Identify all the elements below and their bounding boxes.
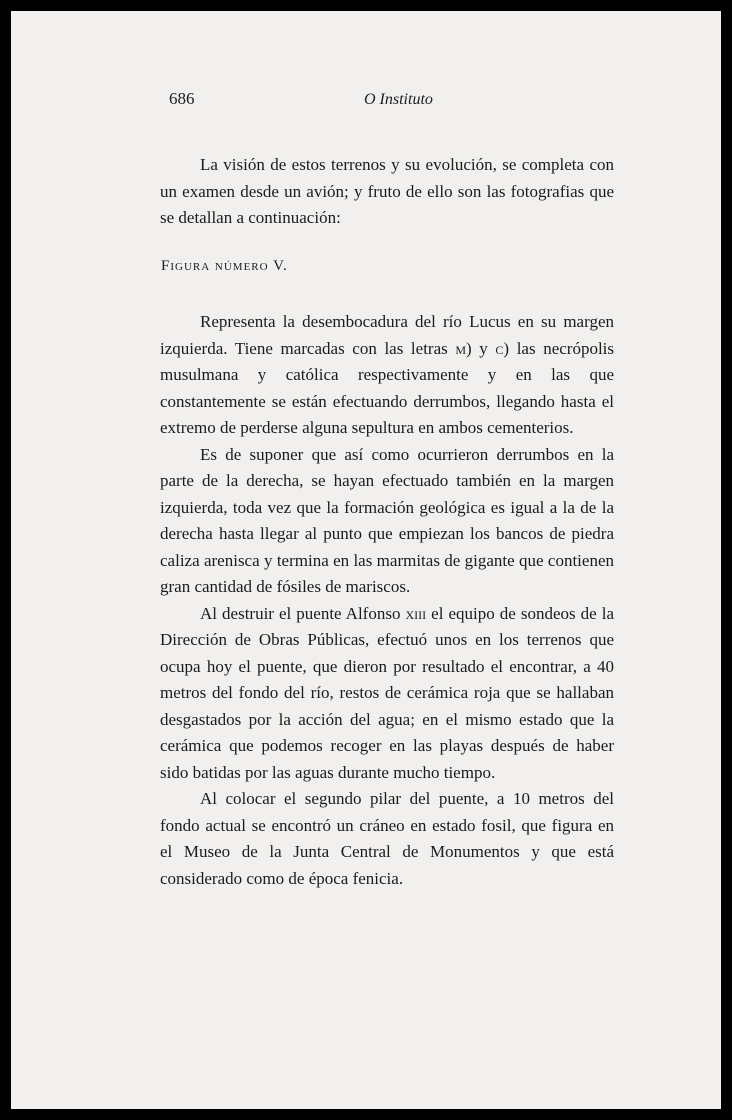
paragraph-1-text-b: las necrópolis musulmana y católica respectivamente y en las que constantemente se están efectuando derrumbos, llegando hasta el extremo de perderse alguna sepultura en ambos cementerios. <box>160 338 615 437</box>
letter-c: c) <box>495 338 510 358</box>
paragraph-1-conjunction: y <box>471 338 496 358</box>
paragraph-1 <box>160 309 614 442</box>
letter-m: m) <box>455 338 472 358</box>
intro-paragraph: La visión de estos terrenos y su evolución, se completa con un examen desde un avión; y fruto de ello son las fotografias que se detallan a continuación: <box>160 155 614 227</box>
running-title: O Instituto <box>364 91 433 108</box>
paragraph-1-text-a: Representa la desembocadura del río Lucus en su margen izquierda. Tiene marcadas con las letras <box>160 312 614 358</box>
document-page <box>11 11 721 1109</box>
intro-paragraph-block <box>160 152 614 232</box>
body-text <box>160 309 614 892</box>
figure-heading: Figura número V. <box>161 258 288 274</box>
roman-numeral: xiii <box>405 603 427 623</box>
paragraph-4: Al colocar el segundo pilar del puente, a 10 metros del fondo actual se encontró un cráneo en estado fosil, que figura en el Museo de la Junta Central de Monumentos y que está considerado como de época fenicia. <box>160 789 614 888</box>
paragraph-2: Es de suponer que así como ocurrieron derrumbos en la parte de la derecha, se hayan efectuado también en la margen izquierda, toda vez que la formación geológica es igual a la de la derecha hasta llegar al punto que empiezan los bancos de piedra caliza arenisca y termina en las marmitas de gigante que contienen gran cantidad de fósiles de mariscos. <box>160 444 614 596</box>
page-header <box>11 81 721 111</box>
paragraph-3-text-b: el equipo de sondeos de la Dirección de Obras Públicas, efectuó unos en los terrenos que ocupa hoy el puente, que dieron por resultado el encontrar, a 40 metros del fondo del río, restos de cerámica roja que se hallaban desgastados por la acción del agua; en el mismo estado que la cerámica que podemos recoger en las playas después de haber sido batidas por las aguas durante mucho tiempo. <box>160 603 614 782</box>
paragraph-3 <box>160 601 614 787</box>
paragraph-3-text-a: Al destruir el puente Alfonso <box>200 603 406 623</box>
page-number: 686 <box>169 89 195 108</box>
